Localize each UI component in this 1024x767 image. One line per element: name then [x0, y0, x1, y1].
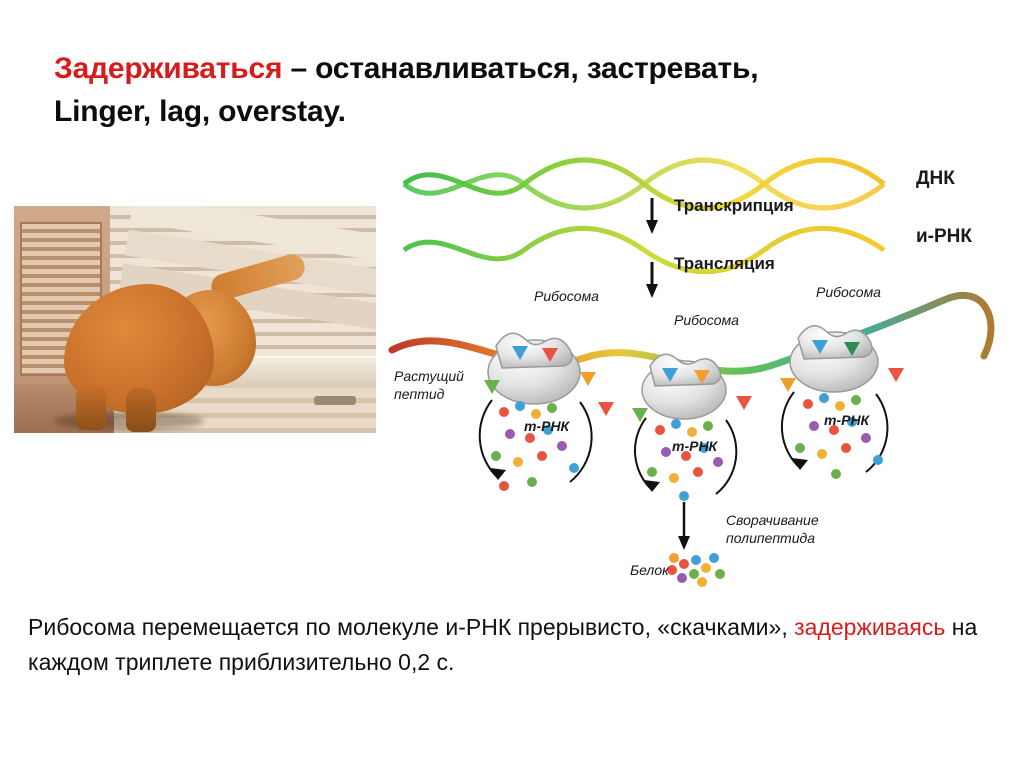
- transcription-arrow: [646, 198, 658, 234]
- title-synonyms: – останавливаться, застревать,: [282, 52, 759, 85]
- diagram-graphics: [384, 150, 1012, 598]
- dna-helix: [404, 160, 884, 208]
- label-transcription: Транскрипция: [674, 196, 794, 215]
- label-ribosome-3: Рибосома: [816, 284, 881, 300]
- label-growing-peptide: Растущий пептид: [394, 368, 464, 402]
- protein-synthesis-diagram: [384, 150, 1012, 598]
- ribosome-2: [642, 354, 726, 419]
- slide-title: [54, 48, 954, 133]
- ribosome-3: [790, 326, 878, 392]
- cat-photo: [14, 206, 376, 433]
- title-keyword: Задерживаться: [54, 52, 283, 85]
- trna-arrowhead-2: [644, 480, 660, 492]
- window-handle: [314, 396, 356, 405]
- cat-leg-back: [126, 388, 156, 432]
- label-trna-2: т-РНК: [672, 438, 718, 454]
- ribosome-1: [488, 333, 580, 404]
- trna-arrowhead-1: [490, 468, 506, 480]
- label-protein: Белок: [630, 562, 669, 578]
- label-translation: Трансляция: [674, 254, 775, 273]
- folding-arrow: [678, 502, 690, 550]
- label-polypeptide-folding: Сворачивание полипептида: [726, 512, 819, 546]
- label-trna-3: т-РНК: [824, 412, 870, 428]
- caption-highlight: задерживаясь: [794, 614, 946, 640]
- label-trna-1: т-РНК: [524, 418, 570, 434]
- title-line-2: Linger, lag, overstay.: [54, 94, 346, 128]
- mrna-strand-main: [392, 295, 991, 371]
- amino-acid-dots-1: [491, 401, 579, 491]
- title-line-1: [54, 48, 954, 91]
- translation-arrow: [646, 262, 658, 298]
- amino-acid-dots-2: [647, 419, 723, 501]
- slide-caption: [28, 610, 988, 680]
- amino-acid-dots-3: [795, 393, 883, 479]
- caption-part-1: Рибосома перемещается по молекуле и-РНК прерывисто, «скачками»,: [28, 614, 795, 640]
- label-ribosome-1: Рибосома: [534, 288, 599, 304]
- caption-part-2: на каждом триплете приблизительно 0,2 с.: [28, 614, 978, 675]
- label-mrna: и-РНК: [916, 226, 972, 247]
- cat-leg-front: [76, 384, 106, 430]
- folded-protein: [667, 553, 725, 587]
- trna-arrowhead-3: [792, 458, 808, 470]
- label-dna: ДНК: [916, 168, 955, 189]
- mrna-strand-top: [404, 228, 884, 272]
- label-ribosome-2: Рибосома: [674, 312, 739, 328]
